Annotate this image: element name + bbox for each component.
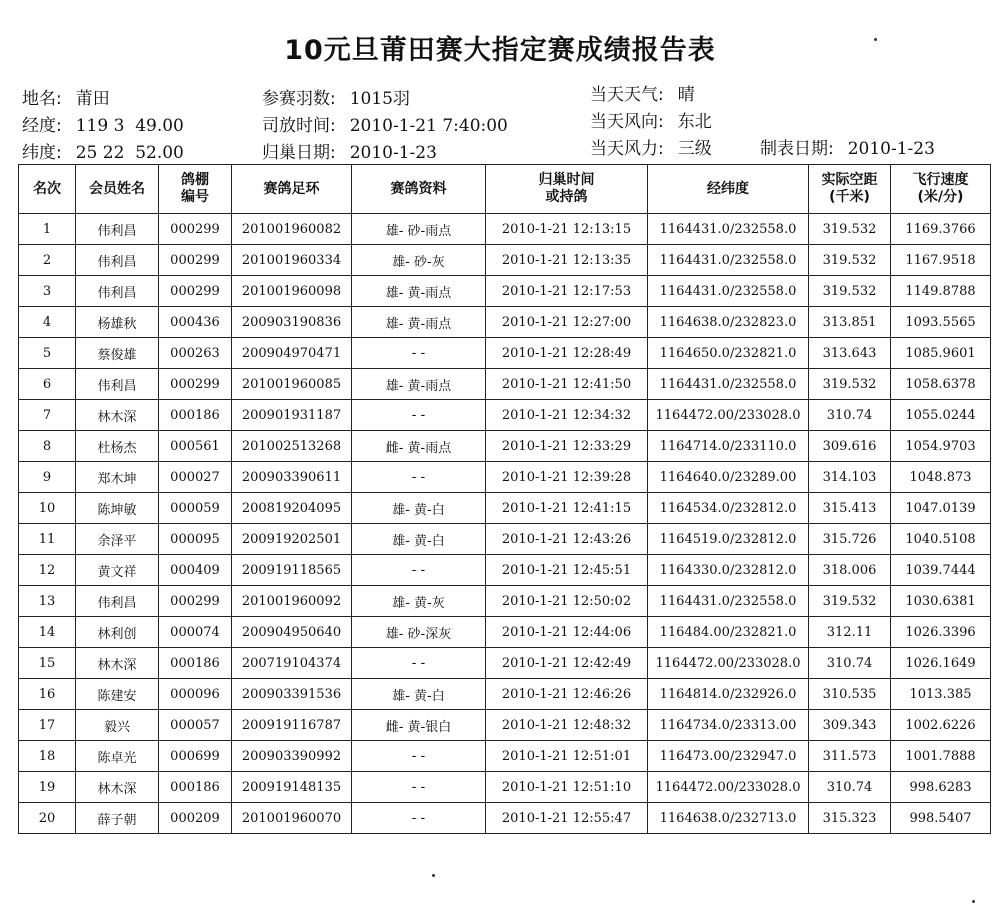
cell-ring-number: 201001960334 [232, 245, 352, 276]
cell-coordinates: 1164640.0/23289.00 [648, 462, 809, 493]
meta-wind-force [590, 134, 712, 159]
meta-longitude-value: 119 3 49.00 [75, 116, 184, 136]
scan-speck [972, 900, 975, 903]
cell-pigeon-info: 雄- 黄-白 [352, 524, 486, 555]
cell-loft-number: 000436 [159, 307, 232, 338]
report-title: 10元旦莆田赛大指定赛成绩报告表 [284, 35, 716, 66]
meta-return-date-label: 归巢日期: [262, 143, 336, 163]
table-row [19, 803, 991, 834]
cell-rank: 1 [19, 214, 76, 245]
cell-ring-number: 200719104374 [232, 648, 352, 679]
cell-distance: 313.643 [809, 338, 891, 369]
cell-loft-number: 000299 [159, 586, 232, 617]
cell-pigeon-info: - - [352, 338, 486, 369]
cell-loft-number: 000209 [159, 803, 232, 834]
cell-loft-number: 000299 [159, 245, 232, 276]
header-coordinates: 经纬度 [648, 165, 809, 214]
cell-coordinates: 1164431.0/232558.0 [648, 369, 809, 400]
cell-distance: 319.532 [809, 245, 891, 276]
cell-speed: 1039.7444 [891, 555, 991, 586]
cell-return-time: 2010-1-21 12:43:26 [486, 524, 648, 555]
cell-ring-number: 200904970471 [232, 338, 352, 369]
cell-coordinates: 1164431.0/232558.0 [648, 214, 809, 245]
table-row [19, 710, 991, 741]
cell-speed: 1047.0139 [891, 493, 991, 524]
cell-distance: 315.726 [809, 524, 891, 555]
cell-distance: 319.532 [809, 586, 891, 617]
table-row [19, 214, 991, 245]
cell-member-name: 郑木坤 [76, 462, 159, 493]
header-rank: 名次 [19, 165, 76, 214]
meta-release-time [262, 111, 508, 136]
cell-loft-number: 000186 [159, 400, 232, 431]
cell-rank: 20 [19, 803, 76, 834]
cell-member-name: 伟利昌 [76, 245, 159, 276]
meta-release-time-label: 司放时间: [262, 116, 336, 136]
cell-pigeon-info: - - [352, 400, 486, 431]
cell-coordinates: 1164734.0/23313.00 [648, 710, 809, 741]
meta-latitude [22, 138, 184, 163]
cell-return-time: 2010-1-21 12:28:49 [486, 338, 648, 369]
cell-ring-number: 200903390611 [232, 462, 352, 493]
cell-coordinates: 1164472.00/233028.0 [648, 772, 809, 803]
scan-speck [874, 38, 877, 41]
cell-distance: 313.851 [809, 307, 891, 338]
table-row [19, 431, 991, 462]
cell-pigeon-info: 雄- 黄-白 [352, 679, 486, 710]
cell-pigeon-info: 雄- 黄-白 [352, 493, 486, 524]
cell-rank: 19 [19, 772, 76, 803]
cell-speed: 1054.9703 [891, 431, 991, 462]
cell-distance: 310.74 [809, 648, 891, 679]
cell-rank: 9 [19, 462, 76, 493]
cell-speed: 1001.7888 [891, 741, 991, 772]
cell-ring-number: 200919148135 [232, 772, 352, 803]
header-pigeon-info: 赛鸽资料 [352, 165, 486, 214]
cell-return-time: 2010-1-21 12:51:10 [486, 772, 648, 803]
cell-return-time: 2010-1-21 12:33:29 [486, 431, 648, 462]
cell-speed: 1030.6381 [891, 586, 991, 617]
cell-coordinates: 1164814.0/232926.0 [648, 679, 809, 710]
table-row [19, 741, 991, 772]
cell-member-name: 毅兴 [76, 710, 159, 741]
cell-distance: 312.11 [809, 617, 891, 648]
meta-wind-direction-label: 当天风向: [590, 112, 664, 132]
cell-loft-number: 000027 [159, 462, 232, 493]
table-row [19, 462, 991, 493]
cell-pigeon-info: 雌- 黄-雨点 [352, 431, 486, 462]
cell-member-name: 薛子朝 [76, 803, 159, 834]
header-loft-number: 鸽棚 编号 [159, 165, 232, 214]
cell-distance: 311.573 [809, 741, 891, 772]
cell-rank: 2 [19, 245, 76, 276]
cell-speed: 1026.3396 [891, 617, 991, 648]
cell-speed: 998.5407 [891, 803, 991, 834]
cell-pigeon-info: 雄- 砂-深灰 [352, 617, 486, 648]
table-row [19, 307, 991, 338]
cell-return-time: 2010-1-21 12:39:28 [486, 462, 648, 493]
cell-distance: 310.535 [809, 679, 891, 710]
cell-loft-number: 000186 [159, 648, 232, 679]
cell-pigeon-info: - - [352, 772, 486, 803]
cell-loft-number: 000299 [159, 214, 232, 245]
cell-speed: 1058.6378 [891, 369, 991, 400]
cell-speed: 1093.5565 [891, 307, 991, 338]
meta-bird-count-value: 1015羽 [349, 89, 410, 109]
cell-ring-number: 200903390992 [232, 741, 352, 772]
cell-rank: 15 [19, 648, 76, 679]
cell-rank: 13 [19, 586, 76, 617]
cell-distance: 315.323 [809, 803, 891, 834]
cell-coordinates: 1164638.0/232713.0 [648, 803, 809, 834]
cell-ring-number: 200919118565 [232, 555, 352, 586]
cell-member-name: 伟利昌 [76, 586, 159, 617]
cell-distance: 319.532 [809, 276, 891, 307]
cell-coordinates: 1164431.0/232558.0 [648, 276, 809, 307]
cell-pigeon-info: - - [352, 741, 486, 772]
cell-coordinates: 1164650.0/232821.0 [648, 338, 809, 369]
cell-pigeon-info: 雄- 黄-雨点 [352, 369, 486, 400]
cell-distance: 319.532 [809, 214, 891, 245]
cell-return-time: 2010-1-21 12:46:26 [486, 679, 648, 710]
meta-return-date [262, 138, 437, 163]
cell-pigeon-info: - - [352, 648, 486, 679]
cell-pigeon-info: 雄- 黄-雨点 [352, 307, 486, 338]
cell-return-time: 2010-1-21 12:41:15 [486, 493, 648, 524]
cell-rank: 4 [19, 307, 76, 338]
cell-pigeon-info: - - [352, 462, 486, 493]
cell-ring-number: 200903190836 [232, 307, 352, 338]
table-row [19, 369, 991, 400]
cell-loft-number: 000263 [159, 338, 232, 369]
meta-release-time-value: 2010-1-21 7:40:00 [349, 116, 508, 136]
meta-wind-direction-value: 东北 [677, 112, 712, 132]
cell-pigeon-info: 雌- 黄-银白 [352, 710, 486, 741]
cell-ring-number: 200919202501 [232, 524, 352, 555]
cell-speed: 1167.9518 [891, 245, 991, 276]
cell-member-name: 陈坤敏 [76, 493, 159, 524]
cell-speed: 1149.8788 [891, 276, 991, 307]
meta-weather-label: 当天天气: [590, 85, 664, 105]
cell-coordinates: 1164534.0/232812.0 [648, 493, 809, 524]
cell-rank: 18 [19, 741, 76, 772]
meta-location-value: 莆田 [75, 89, 110, 109]
meta-location [22, 84, 110, 109]
cell-return-time: 2010-1-21 12:13:15 [486, 214, 648, 245]
cell-distance: 315.413 [809, 493, 891, 524]
header-member-name: 会员姓名 [76, 165, 159, 214]
cell-speed: 1048.873 [891, 462, 991, 493]
header-distance: 实际空距 (千米) [809, 165, 891, 214]
cell-member-name: 杨雄秋 [76, 307, 159, 338]
cell-member-name: 蔡俊雄 [76, 338, 159, 369]
table-row [19, 493, 991, 524]
cell-return-time: 2010-1-21 12:34:32 [486, 400, 648, 431]
meta-weather-value: 晴 [677, 85, 695, 105]
cell-loft-number: 000186 [159, 772, 232, 803]
cell-ring-number: 201001960070 [232, 803, 352, 834]
cell-return-time: 2010-1-21 12:13:35 [486, 245, 648, 276]
meta-latitude-label: 纬度: [22, 143, 62, 163]
cell-ring-number: 200819204095 [232, 493, 352, 524]
meta-location-label: 地名: [22, 89, 62, 109]
cell-rank: 7 [19, 400, 76, 431]
cell-pigeon-info: - - [352, 555, 486, 586]
cell-speed: 1026.1649 [891, 648, 991, 679]
cell-pigeon-info: 雄- 黄-雨点 [352, 276, 486, 307]
cell-loft-number: 000299 [159, 369, 232, 400]
meta-report-date-value: 2010-1-23 [847, 139, 935, 159]
cell-distance: 309.343 [809, 710, 891, 741]
cell-return-time: 2010-1-21 12:41:50 [486, 369, 648, 400]
cell-ring-number: 201002513268 [232, 431, 352, 462]
cell-rank: 14 [19, 617, 76, 648]
cell-speed: 1002.6226 [891, 710, 991, 741]
cell-ring-number: 200919116787 [232, 710, 352, 741]
cell-ring-number: 200904950640 [232, 617, 352, 648]
cell-return-time: 2010-1-21 12:45:51 [486, 555, 648, 586]
cell-member-name: 林木深 [76, 772, 159, 803]
cell-member-name: 伟利昌 [76, 214, 159, 245]
cell-rank: 6 [19, 369, 76, 400]
cell-distance: 319.532 [809, 369, 891, 400]
cell-distance: 310.74 [809, 400, 891, 431]
meta-report-date [760, 134, 935, 159]
table-row [19, 586, 991, 617]
cell-return-time: 2010-1-21 12:27:00 [486, 307, 648, 338]
cell-distance: 310.74 [809, 772, 891, 803]
meta-bird-count-label: 参赛羽数: [262, 89, 336, 109]
meta-return-date-value: 2010-1-23 [349, 143, 437, 163]
table-row [19, 524, 991, 555]
cell-member-name: 黄文祥 [76, 555, 159, 586]
cell-loft-number: 000096 [159, 679, 232, 710]
cell-rank: 5 [19, 338, 76, 369]
table-header-row [19, 165, 991, 214]
cell-member-name: 伟利昌 [76, 369, 159, 400]
cell-return-time: 2010-1-21 12:48:32 [486, 710, 648, 741]
cell-pigeon-info: 雄- 砂-灰 [352, 245, 486, 276]
cell-speed: 1013.385 [891, 679, 991, 710]
header-return-time: 归巢时间 或持鸽 [486, 165, 648, 214]
meta-report-date-label: 制表日期: [760, 139, 834, 159]
cell-return-time: 2010-1-21 12:44:06 [486, 617, 648, 648]
cell-coordinates: 1164472.00/233028.0 [648, 400, 809, 431]
table-row [19, 617, 991, 648]
cell-rank: 8 [19, 431, 76, 462]
cell-loft-number: 000057 [159, 710, 232, 741]
cell-coordinates: 1164431.0/232558.0 [648, 245, 809, 276]
cell-return-time: 2010-1-21 12:42:49 [486, 648, 648, 679]
cell-return-time: 2010-1-21 12:55:47 [486, 803, 648, 834]
cell-member-name: 余泽平 [76, 524, 159, 555]
cell-rank: 16 [19, 679, 76, 710]
cell-member-name: 林木深 [76, 648, 159, 679]
table-row [19, 338, 991, 369]
cell-loft-number: 000699 [159, 741, 232, 772]
cell-ring-number: 201001960092 [232, 586, 352, 617]
cell-return-time: 2010-1-21 12:50:02 [486, 586, 648, 617]
cell-member-name: 陈卓光 [76, 741, 159, 772]
meta-wind-force-label: 当天风力: [590, 139, 664, 159]
cell-coordinates: 116473.00/232947.0 [648, 741, 809, 772]
cell-ring-number: 201001960085 [232, 369, 352, 400]
cell-return-time: 2010-1-21 12:51:01 [486, 741, 648, 772]
meta-longitude [22, 111, 184, 136]
table-row [19, 400, 991, 431]
table-row [19, 679, 991, 710]
table-row [19, 245, 991, 276]
cell-loft-number: 000095 [159, 524, 232, 555]
meta-wind-force-value: 三级 [677, 139, 712, 159]
cell-coordinates: 1164519.0/232812.0 [648, 524, 809, 555]
cell-distance: 314.103 [809, 462, 891, 493]
table-row [19, 648, 991, 679]
cell-distance: 318.006 [809, 555, 891, 586]
header-speed: 飞行速度 (米/分) [891, 165, 991, 214]
meta-weather [590, 80, 695, 105]
cell-ring-number: 201001960098 [232, 276, 352, 307]
cell-coordinates: 1164330.0/232812.0 [648, 555, 809, 586]
cell-loft-number: 000074 [159, 617, 232, 648]
cell-member-name: 林利创 [76, 617, 159, 648]
cell-speed: 1169.3766 [891, 214, 991, 245]
cell-member-name: 林木深 [76, 400, 159, 431]
cell-coordinates: 1164431.0/232558.0 [648, 586, 809, 617]
cell-ring-number: 200901931187 [232, 400, 352, 431]
cell-loft-number: 000299 [159, 276, 232, 307]
meta-latitude-value: 25 22 52.00 [75, 143, 184, 163]
cell-ring-number: 201001960082 [232, 214, 352, 245]
cell-member-name: 陈建安 [76, 679, 159, 710]
cell-coordinates: 116484.00/232821.0 [648, 617, 809, 648]
results-table [18, 164, 991, 834]
meta-longitude-label: 经度: [22, 116, 62, 136]
cell-coordinates: 1164472.00/233028.0 [648, 648, 809, 679]
cell-pigeon-info: 雄- 黄-灰 [352, 586, 486, 617]
cell-return-time: 2010-1-21 12:17:53 [486, 276, 648, 307]
meta-bird-count [262, 84, 410, 109]
cell-loft-number: 000409 [159, 555, 232, 586]
scan-speck [432, 874, 435, 877]
cell-member-name: 杜杨杰 [76, 431, 159, 462]
cell-distance: 309.616 [809, 431, 891, 462]
cell-rank: 11 [19, 524, 76, 555]
cell-coordinates: 1164638.0/232823.0 [648, 307, 809, 338]
table-row [19, 555, 991, 586]
cell-speed: 1055.0244 [891, 400, 991, 431]
cell-rank: 10 [19, 493, 76, 524]
cell-pigeon-info: 雄- 砂-雨点 [352, 214, 486, 245]
cell-speed: 1085.9601 [891, 338, 991, 369]
meta-wind-direction [590, 107, 712, 132]
cell-speed: 1040.5108 [891, 524, 991, 555]
cell-coordinates: 1164714.0/233110.0 [648, 431, 809, 462]
cell-ring-number: 200903391536 [232, 679, 352, 710]
header-ring-number: 赛鸽足环 [232, 165, 352, 214]
cell-loft-number: 000059 [159, 493, 232, 524]
cell-rank: 17 [19, 710, 76, 741]
cell-loft-number: 000561 [159, 431, 232, 462]
cell-rank: 12 [19, 555, 76, 586]
cell-member-name: 伟利昌 [76, 276, 159, 307]
cell-speed: 998.6283 [891, 772, 991, 803]
cell-rank: 3 [19, 276, 76, 307]
table-row [19, 772, 991, 803]
table-row [19, 276, 991, 307]
cell-pigeon-info: - - [352, 803, 486, 834]
